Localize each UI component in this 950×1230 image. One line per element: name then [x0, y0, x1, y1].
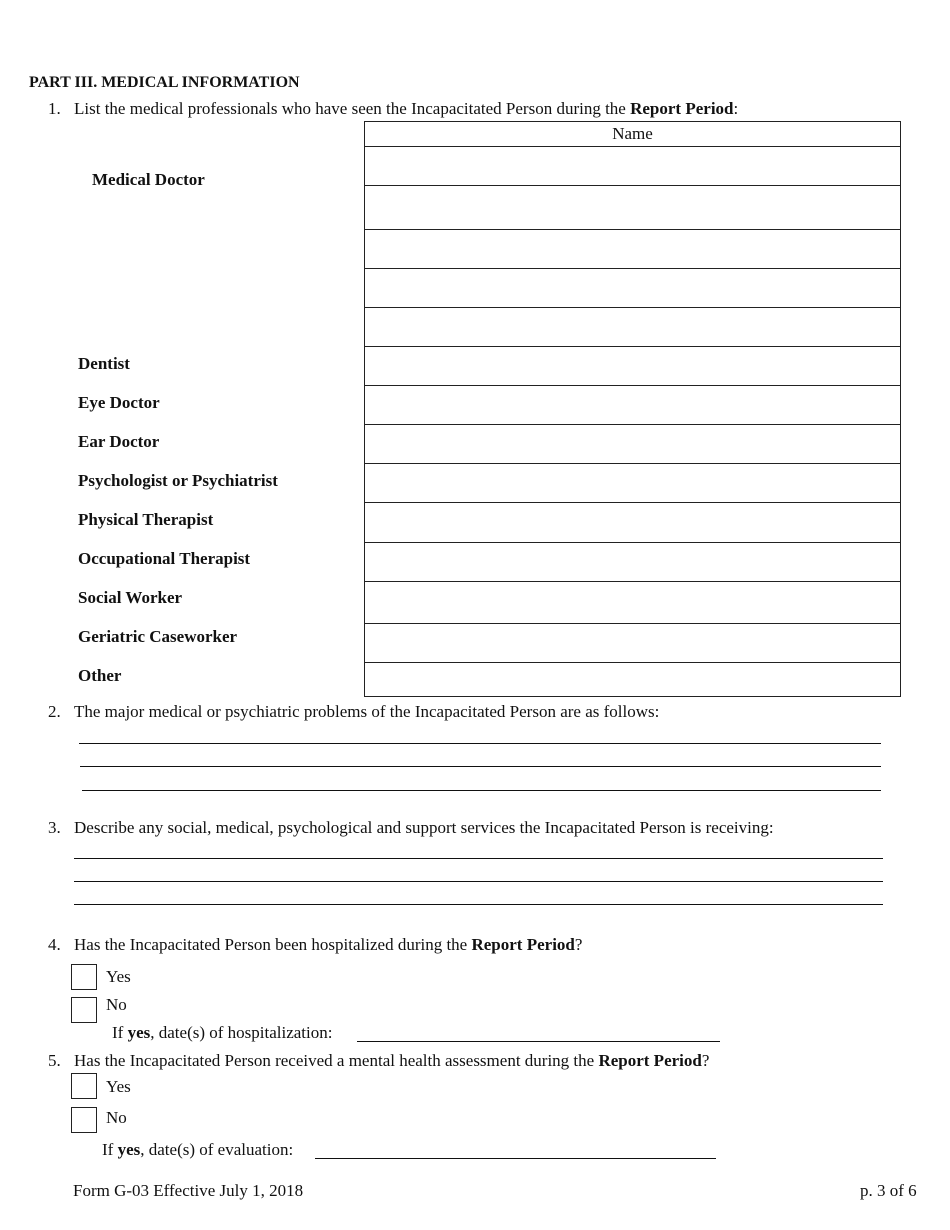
name-cell-medical-doctor-4[interactable] [365, 269, 900, 307]
professionals-table [364, 121, 901, 697]
name-cell-medical-doctor-5[interactable] [365, 308, 900, 346]
question-text: Has the Incapacitated Person received a mental health assessment during the [74, 1051, 599, 1070]
answer-line-q2-3[interactable] [82, 790, 881, 791]
name-cell-physical-therapist[interactable] [365, 503, 900, 542]
name-cell-ear-doctor[interactable] [365, 425, 900, 463]
form-identifier: Form G-03 Effective July 1, 2018 [73, 1181, 304, 1200]
followup-text: , date(s) of evaluation: [140, 1140, 294, 1159]
q4-yes-checkbox[interactable] [71, 964, 97, 990]
q5-followup-label [102, 1140, 293, 1160]
q5-no-label: No [106, 1108, 127, 1127]
question-5 [48, 1051, 709, 1071]
name-cell-medical-doctor-1[interactable] [365, 147, 900, 185]
question-number: 3. [48, 818, 61, 837]
row-label-occupational-therapist: Occupational Therapist [78, 549, 251, 568]
row-label-eye-doctor: Eye Doctor [78, 393, 160, 412]
question-number: 4. [48, 935, 61, 954]
question-punct: ? [701, 1051, 710, 1070]
question-text: List the medical professionals who have seen the Incapacitated Person during the [74, 99, 631, 118]
question-3 [48, 818, 774, 838]
question-number: 5. [48, 1051, 61, 1070]
table-header-name: Name [612, 124, 653, 143]
followup-text: If [112, 1023, 128, 1042]
row-label-other: Other [78, 666, 122, 685]
name-cell-other[interactable] [365, 663, 900, 696]
followup-text: If [102, 1140, 118, 1159]
question-4 [48, 935, 582, 955]
row-label-physical-therapist: Physical Therapist [78, 510, 214, 529]
followup-text: , date(s) of hospitalization: [150, 1023, 333, 1042]
section-title: PART III. MEDICAL INFORMATION [29, 74, 300, 91]
row-label-medical-doctor: Medical Doctor [92, 170, 205, 189]
question-text: Has the Incapacitated Person been hospitalized during the [74, 935, 472, 954]
q5-yes-label: Yes [106, 1077, 131, 1096]
name-cell-social-worker[interactable] [365, 582, 900, 623]
answer-line-q3-1[interactable] [74, 858, 883, 859]
question-emphasis: Report Period [471, 935, 575, 954]
question-text: The major medical or psychiatric problems of the Incapacitated Person are as follows: [74, 702, 660, 721]
row-label-social-worker: Social Worker [78, 588, 183, 607]
row-label-geriatric-caseworker: Geriatric Caseworker [78, 627, 238, 646]
name-cell-occupational-therapist[interactable] [365, 543, 900, 581]
evaluation-dates-line[interactable] [315, 1158, 716, 1159]
q4-yes-label: Yes [106, 967, 131, 986]
page-number: p. 3 of 6 [860, 1181, 917, 1200]
answer-line-q3-3[interactable] [74, 904, 883, 905]
name-cell-medical-doctor-2[interactable] [365, 186, 900, 229]
q5-yes-checkbox[interactable] [71, 1073, 97, 1099]
name-cell-medical-doctor-3[interactable] [365, 230, 900, 268]
question-number: 2. [48, 702, 61, 721]
q4-no-label: No [106, 995, 127, 1014]
hospitalization-dates-line[interactable] [357, 1041, 720, 1042]
row-label-ear-doctor: Ear Doctor [78, 432, 160, 451]
question-2 [48, 702, 659, 722]
q5-no-checkbox[interactable] [71, 1107, 97, 1133]
followup-emphasis: yes [127, 1023, 151, 1042]
name-cell-geriatric-caseworker[interactable] [365, 624, 900, 662]
answer-line-q2-2[interactable] [80, 766, 881, 767]
followup-emphasis: yes [117, 1140, 141, 1159]
question-punct: ? [574, 935, 583, 954]
question-number: 1. [48, 99, 61, 118]
answer-line-q2-1[interactable] [79, 743, 881, 744]
question-emphasis: Report Period [598, 1051, 702, 1070]
row-label-psychologist: Psychologist or Psychiatrist [78, 471, 278, 490]
q4-no-checkbox[interactable] [71, 997, 97, 1023]
question-emphasis: Report Period [630, 99, 734, 118]
answer-line-q3-2[interactable] [74, 881, 883, 882]
q4-followup-label [112, 1023, 332, 1043]
question-text: Describe any social, medical, psychological and support services the Incapacitated Person is receiving: [74, 818, 774, 837]
question-punct: : [733, 99, 739, 118]
name-cell-psychologist[interactable] [365, 464, 900, 502]
row-label-dentist: Dentist [78, 354, 130, 373]
question-1 [48, 99, 738, 119]
name-cell-eye-doctor[interactable] [365, 386, 900, 424]
name-cell-dentist[interactable] [365, 347, 900, 385]
